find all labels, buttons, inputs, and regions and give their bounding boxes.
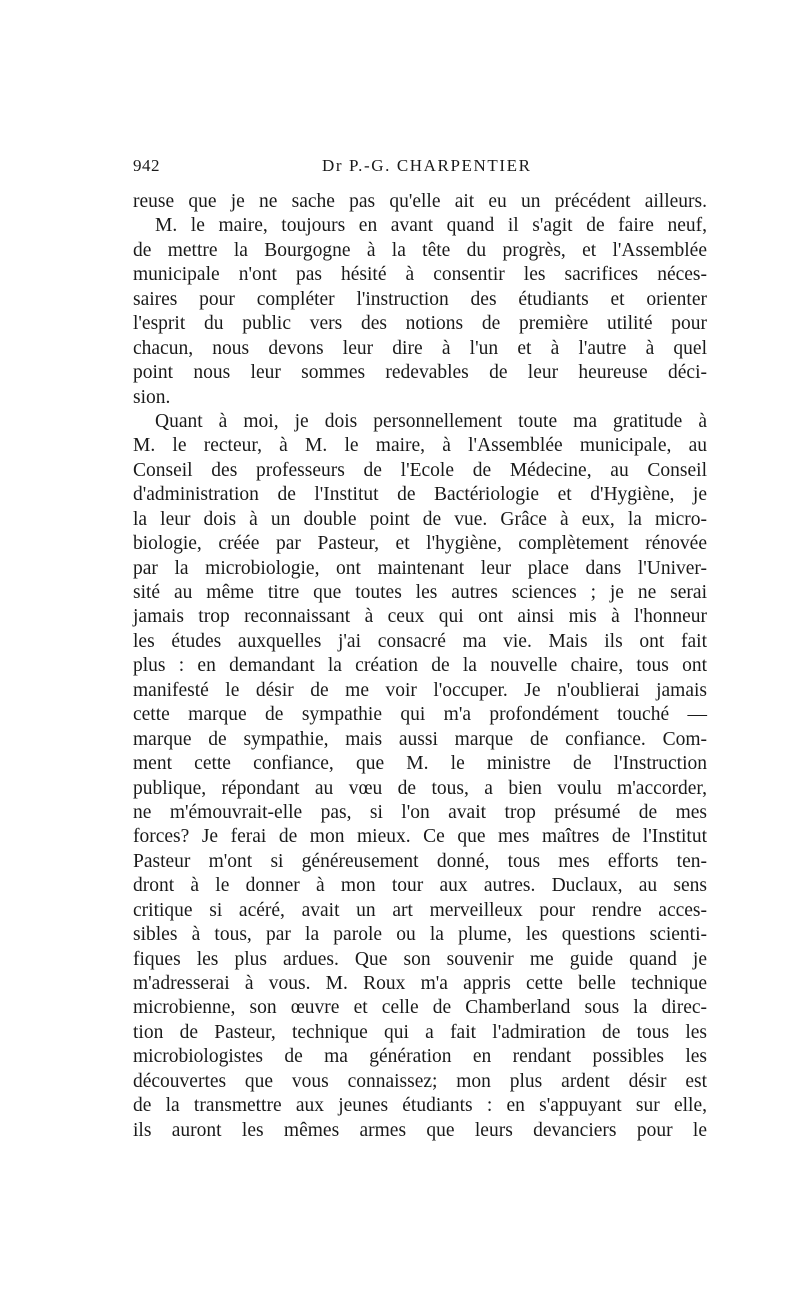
text-line: de la transmettre aux jeunes étudiants : en s'appuyant sur elle, [133,1095,707,1117]
text-line: Quant à moi, je dois personnellement toute ma gratitude à [155,410,707,432]
text-line: sité au même titre que toutes les autres sciences ; je ne serai [133,582,707,603]
text-line: d'administration de l'Institut de Bactériologie et d'Hygiène, je [133,484,707,506]
text-line: ment cette confiance, que M. le ministre de l'Instruction [133,753,707,775]
page-header [133,156,707,178]
text-line: saires pour compléter l'instruction des étudiants et orienter [133,288,707,310]
text-line: par la microbiologie, ont maintenant leur place dans l'Univer- [133,557,707,579]
text-line: dront à le donner à mon tour aux autres. Duclaux, au sens [133,875,707,897]
text-line: marque de sympathie, mais aussi marque de confiance. Com- [133,728,707,750]
text-line: M. le recteur, à M. le maire, à l'Assemblée municipale, au [133,435,707,457]
text-line: la leur dois à un double point de vue. Grâce à eux, la micro- [133,508,707,530]
text-line: publique, répondant au vœu de tous, a bien voulu m'accorder, [133,777,707,799]
text-line: municipale n'ont pas hésité à consentir les sacrifices néces- [133,264,707,286]
running-head: Dr P.-G. CHARPENTIER [322,156,532,175]
text-line: sibles à tous, par la parole ou la plume, les questions scienti- [133,924,707,946]
text-line: de mettre la Bourgogne à la tête du progrès, et l'Assemblée [133,239,707,261]
text-line: M. le maire, toujours en avant quand il s'agit de faire neuf, [155,215,707,237]
body-text [133,190,707,1143]
text-line: Pasteur m'ont si généreusement donné, tous mes efforts ten- [133,850,707,872]
text-line: microbiologistes de ma génération en rendant possibles les [133,1046,707,1068]
page-number: 942 [133,156,160,175]
text-line: microbienne, son œuvre et celle de Chamberland sous la direc- [133,997,707,1019]
text-line: sion. [133,386,171,408]
text-line: critique si acéré, avait un art merveilleux pour rendre acces- [133,899,707,921]
text-line: jamais trop reconnaissant à ceux qui ont ainsi mis à l'honneur [133,606,707,628]
text-line: point nous leur sommes redevables de leur heureuse déci- [133,362,707,384]
text-line: découvertes que vous connaissez; mon plus ardent désir est [133,1070,707,1092]
text-line: cette marque de sympathie qui m'a profondément touché — [133,704,707,726]
text-line: ne m'émouvrait-elle pas, si l'on avait trop présumé de mes [133,801,707,823]
text-line: m'adresserai à vous. M. Roux m'a appris cette belle technique [133,973,707,994]
text-line: les études auxquelles j'ai consacré ma vie. Mais ils ont fait [133,630,707,652]
text-line: forces? Je ferai de mon mieux. Ce que mes maîtres de l'Institut [133,826,707,848]
text-line: manifesté le désir de me voir l'occuper. Je n'oublierai jamais [133,679,707,701]
text-line: reuse que je ne sache pas qu'elle ait eu un précédent ailleurs. [133,191,707,212]
text-line: Conseil des professeurs de l'Ecole de Médecine, au Conseil [133,459,707,481]
text-line: chacun, nous devons leur dire à l'un et à l'autre à quel [133,337,707,359]
text-line: tion de Pasteur, technique qui a fait l'admiration de tous les [133,1021,707,1043]
text-line: biologie, créée par Pasteur, et l'hygiène, complètement rénovée [133,533,707,555]
text-line: l'esprit du public vers des notions de première utilité pour [133,313,707,335]
text-line: fiques les plus ardues. Que son souvenir me guide quand je [133,948,707,970]
text-line: ils auront les mêmes armes que leurs devanciers pour le [133,1119,707,1141]
text-line: plus : en demandant la création de la nouvelle chaire, tous ont [133,655,707,677]
